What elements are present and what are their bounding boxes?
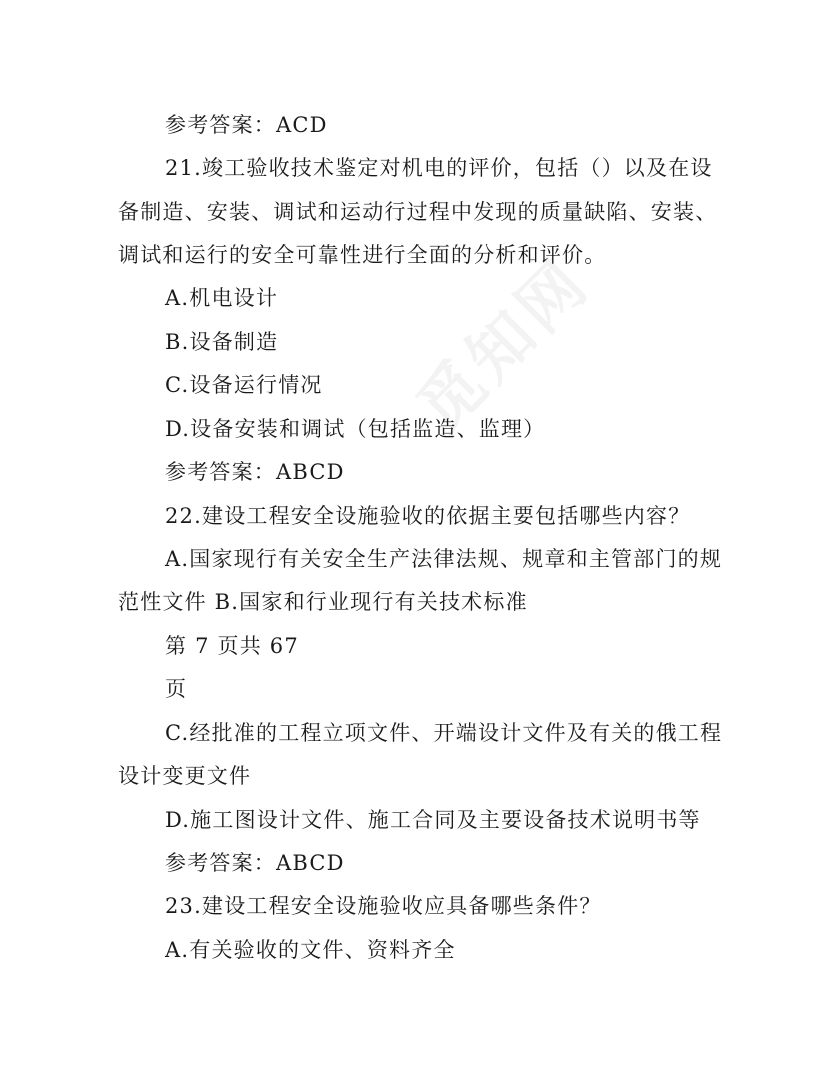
option-a: A.有关验收的文件、资料齐全: [165, 938, 456, 962]
answer-line: 参考答案：ACD: [165, 113, 328, 137]
option-a: A.机电设计: [165, 286, 279, 310]
question-text: 备制造、安装、调试和运动行过程中发现的质量缺陷、安装、: [118, 200, 718, 224]
page-number: 第 7 页共 67: [165, 634, 299, 658]
option-b: B.设备制造: [165, 330, 279, 354]
option-c-continuation: 设计变更文件: [118, 764, 252, 788]
option-d: D.施工图设计文件、施工合同及主要设备技术说明书等: [165, 808, 701, 832]
page-number-suffix: 页: [165, 677, 188, 701]
question-text: 22.建设工程安全设施验收的依据主要包括哪些内容？: [165, 504, 691, 528]
answer-line: 参考答案：ABCD: [165, 460, 345, 484]
option-a: A.国家现行有关安全生产法律法规、规章和主管部门的规: [165, 547, 723, 571]
option-c: C.设备运行情况: [165, 373, 323, 397]
question-text: 调试和运行的安全可靠性进行全面的分析和评价。: [118, 243, 607, 267]
question-text: 23.建设工程安全设施验收应具备哪些条件？: [165, 894, 602, 918]
question-text: 21.竣工验收技术鉴定对机电的评价，包括（）以及在设: [165, 156, 713, 180]
option-a-continuation: 范性文件 B.国家和行业现行有关技术标准: [118, 590, 528, 614]
option-c: C.经批准的工程立项文件、开端设计文件及有关的俄工程: [165, 721, 723, 745]
option-d: D.设备安装和调试（包括监造、监理）: [165, 417, 546, 441]
answer-line: 参考答案：ABCD: [165, 851, 345, 875]
